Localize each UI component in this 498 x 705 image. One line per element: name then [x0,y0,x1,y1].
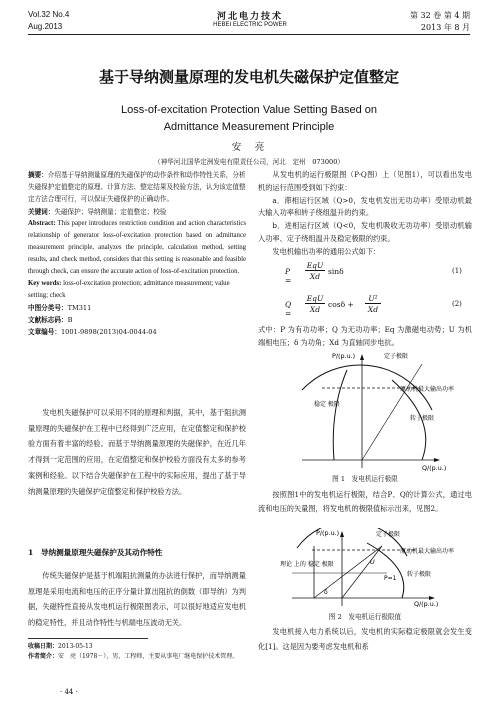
fig1-radial-line [362,364,422,460]
fig1-y-label: P/(p.u.) [332,352,356,360]
fig1-q-arrow [434,458,440,462]
right-bottom-text [258,625,472,654]
section-1-body [28,568,246,630]
clc-label: 中图分类号： [28,303,68,312]
journal-name: 河北电力技术 [216,12,283,22]
eq1-lhs: P = [285,267,292,285]
doc-code: B [67,316,73,325]
author-bio-label: 作者简介： [28,653,59,660]
eq2-num: EqU [306,294,324,303]
right-para-1: 从发电机的运行极限图（P-Q图）上（见图1），可以看出发电机的运行范围受到如下约束： [258,170,472,192]
header-date: Aug.2013 [28,22,63,31]
figure-2 [272,528,472,608]
fig1-label-rotor: 转子极限 [410,415,435,422]
section-1-paragraph: 传统失磁保护是基于机端阻抗测量的办法进行保护，而导纳测量原理是采用电流和电压的正序分量计算出阻抗的倒数（即导纳）为判据，失磁特性直接从发电机运行极限图表示，可以很好地适应发电机的稳定特性，并且动作特性与机端电压波动无关。 [28,571,246,627]
fig2-label-stab: 理论 上的 稳定 极限 [280,561,334,568]
fig2-label-rotor: 转子极限 [407,571,432,578]
eq2-num2: U² [365,294,381,304]
fig1-label-stator: 定子极限 [384,353,409,360]
fig2-label-delta: δ [324,589,328,596]
keywords-cn-label: 关键词： [28,207,55,216]
fig2-label-prime: 原动机最大输出功率 [400,548,455,555]
eq2-den2: Xd [367,305,379,314]
keywords-en: loss-of-excitation protection; admittance measurement; value setting; check [28,279,230,299]
fig2-label-p1: P=1 [384,575,397,582]
received-label: 收稿日期： [28,643,59,650]
keywords-cn: 失磁保护；导纳测量；定值整定；校验 [54,207,167,216]
right-para-2: 发电机输出功率的通用公式如下： [272,246,381,256]
paper-title-en-1: Loss-of-excitation Protection Value Setting Based on [120,104,377,116]
eq2-den: Xd [309,305,321,314]
fig1-stability-curve [333,370,347,460]
eq2-number: (2) [452,300,462,308]
fig2-label-stator: 定子极限 [376,531,401,538]
eq2-mid: cosδ + [328,300,354,309]
fig1-label-prime: 原动机最大输出功率 [400,386,455,393]
eq1-num: EqU [306,261,324,270]
fig2-y-label: P/(p.u.) [316,529,340,537]
abstract-cn: 介绍基于导纳测量原理的失磁保护的动作条件和动作特性关系，分析失磁保护定值整定的原理、计算方法、整定结果及校验方法，认为该定值整定方法合理可行，可以保证失磁保护的正确动作。 [28,171,246,204]
equation-explanation [258,323,472,349]
header-issue: 第 32 卷 第 4 期 [410,11,470,20]
paper-title-en-2: Admittance Measurement Principle [163,121,335,133]
header-rule [28,34,470,35]
right-top-text [258,169,472,259]
eq1-den: Xd [309,272,321,281]
right-para-4: 发电机接入电力系统以后，发电机的实际稳定极限就会发生变化[1]。这是因为要考虑发电机和系 [258,627,472,651]
abstract-en: This paper introduces restriction condition and action characteristics relationship of generator loss-of-excitation protection based on admittance measurement principle, analyzes the principle, calculation method, setting results, and check method, considers that this setting is reasonable and feasible through check, can ensure the accurate action of loss-of-excitation protection. [28,219,247,275]
doc-code-label: 文献标志码： [28,316,68,325]
eq1-tail: sinδ [328,267,344,276]
intro-block [28,405,246,499]
article-no: 1001-9898(2013)04-0044-04 [60,328,157,337]
right-mid-text [258,488,472,516]
journal-name-en: HEBEI ELECTRIC POWER [213,22,287,28]
figure-1 [272,350,472,472]
header-issue-date: 2013 年 8 月 [420,23,470,32]
affiliation: （神华河北国华定洲发电有限责任公司，河北 定州 073000） [153,158,344,166]
author-bio: 安 亮（1978－），男，工程师，主要从事电厂继电保护技术管理。 [58,653,239,660]
clc: TM311 [67,303,92,312]
intro-paragraph: 发电机失磁保护可以采用不同的原理和判据，其中，基于阻抗测量原理的失磁保护在工程中已经得到广泛应用，在定值整定和保护校验方面有着丰富的经验。而基于导纳测量原理的失磁保护，在近几年才得到一定范围的应用，在定值整定和保护校验方面没有太多的参考案例和经验。以下结合失磁保护在工程中的实际应用，提出了基于导纳测量原理的失磁保护定值整定和保护校验方法。 [28,408,246,496]
abstract-cn-label: 摘要： [28,171,48,179]
paper-title: 基于导纳测量原理的发电机失磁保护定值整定 [98,68,399,86]
right-item-a: a．滞相运行区域（Q>0，发电机发出无功功率）受原动机最大输入功率和转子绕组温升的约束。 [258,195,472,218]
eq2-lhs: Q = [285,300,292,318]
right-para-3: 按照图1中的发电机运行极限，结合P、Q的计算公式，通过电流和电压的矢量图，将发电机的极限值标示出来，见图2。 [258,490,472,514]
author: 安 亮 [231,142,267,153]
fig2-x-label: Q/(p.u.) [414,600,439,608]
footnote-rule [28,638,148,639]
figure-1-caption: 图 1 发电机运行极限 [332,475,398,483]
section-1-title: 1 导纳测量原理失磁保护及其动作特性 [28,548,163,557]
figure-2-caption: 图 2 发电机运行极限值 [328,613,402,621]
abstract-block [28,169,246,338]
right-item-b: b．进相运行区域（Q<0，发电机吸收无功功率）受原动机输入功率、定子绕组温升及稳定极限的约束。 [258,221,472,243]
page-number: · 44 · [60,688,78,696]
abstract-en-label: Abstract: [28,219,56,227]
eq1-number: (1) [452,267,462,275]
article-no-label: 文章编号： [28,328,61,337]
fig2-rotor-curve [367,543,404,598]
eq-explain: 式中：P 为有功功率；Q 为无功功率；Eq 为激磁电动势；U 为机端相电压；δ 为功角；Xd 为直轴同步电抗。 [258,325,472,347]
fig1-label-stability: 稳定 极限 [314,401,340,408]
keywords-en-label: Key words: [28,279,62,287]
fig1-x-label: Q/(p.u.) [422,464,447,472]
header-volume: Vol.32 No.4 [28,10,70,19]
fig2-p-arrow [340,531,344,537]
footnote [28,642,238,662]
fig1-p-arrow [360,354,364,360]
received-date: 2013-05-13 [58,643,93,650]
fig2-label-u: U [370,558,375,566]
